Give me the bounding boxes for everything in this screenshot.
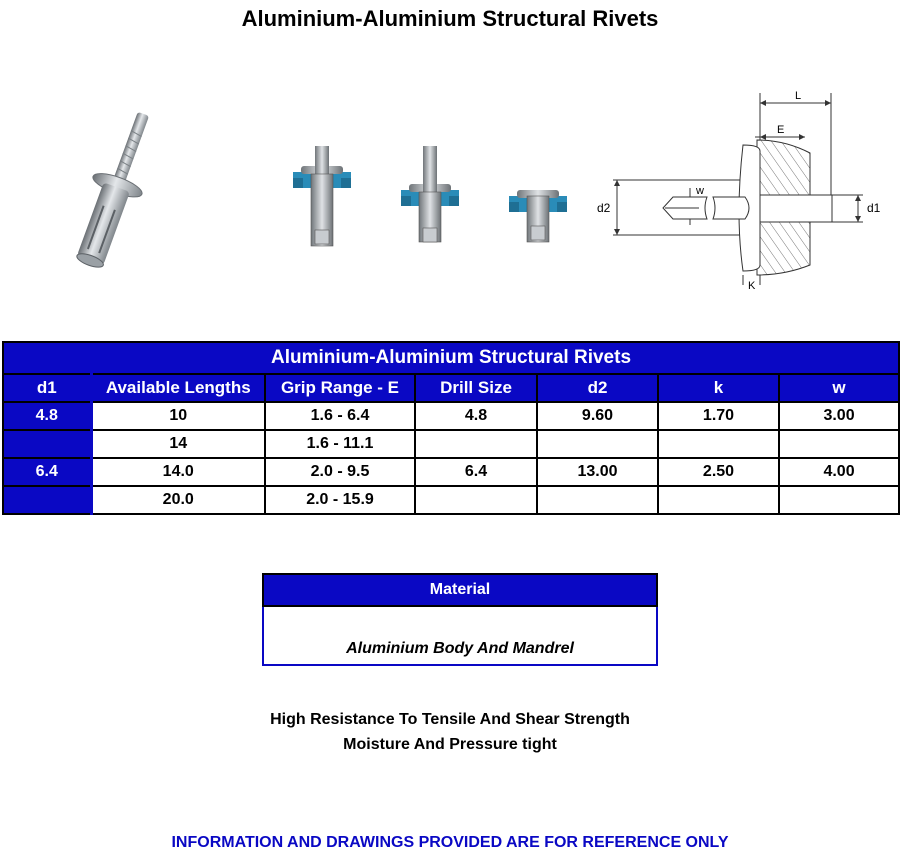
table-cell: 14.0 bbox=[91, 458, 265, 486]
disclaimer: INFORMATION AND DRAWINGS PROVIDED ARE FOR REFERENCE ONLY bbox=[171, 834, 729, 851]
installation-stages-illustration bbox=[285, 140, 575, 250]
table-cell bbox=[415, 430, 537, 458]
features bbox=[0, 707, 900, 757]
page-title: Aluminium-Aluminium Structural Rivets bbox=[241, 6, 659, 31]
material-value: Aluminium Body And Mandrel bbox=[263, 606, 657, 665]
table-cell: 4.00 bbox=[779, 458, 899, 486]
dim-label-K: K bbox=[748, 280, 756, 290]
table-cell: 2.0 - 15.9 bbox=[265, 486, 415, 514]
table-cell: 14 bbox=[91, 430, 265, 458]
table-cell bbox=[779, 486, 899, 514]
rivet-photo bbox=[60, 105, 170, 280]
dim-label-d1: d1 bbox=[867, 201, 881, 215]
col-header: d2 bbox=[537, 374, 658, 402]
table-cell: 3.00 bbox=[779, 402, 899, 430]
dimension-drawing bbox=[595, 85, 895, 290]
dim-label-E: E bbox=[777, 124, 785, 136]
feature-line: Moisture And Pressure tight bbox=[343, 736, 557, 753]
col-header: Grip Range - E bbox=[265, 374, 415, 402]
table-row bbox=[3, 458, 899, 486]
table-cell bbox=[415, 486, 537, 514]
table-cell: 6.4 bbox=[3, 458, 91, 486]
table-cell bbox=[658, 430, 779, 458]
dim-label-w: w bbox=[696, 185, 704, 197]
spec-table bbox=[2, 341, 900, 515]
table-cell bbox=[658, 486, 779, 514]
dim-label-d2: d2 bbox=[597, 201, 611, 215]
col-header: k bbox=[658, 374, 779, 402]
table-cell bbox=[779, 430, 899, 458]
table-cell: 4.8 bbox=[3, 402, 91, 430]
col-header: d1 bbox=[3, 374, 91, 402]
spec-table-caption: Aluminium-Aluminium Structural Rivets bbox=[3, 342, 899, 374]
table-cell: 1.70 bbox=[658, 402, 779, 430]
feature-line: High Resistance To Tensile And Shear Strength bbox=[270, 711, 630, 728]
col-header: Available Lengths bbox=[91, 374, 265, 402]
col-header: Drill Size bbox=[415, 374, 537, 402]
table-cell: 2.50 bbox=[658, 458, 779, 486]
table-cell bbox=[537, 486, 658, 514]
table-cell: 9.60 bbox=[537, 402, 658, 430]
table-row bbox=[3, 486, 899, 514]
spec-table-header-row bbox=[3, 374, 899, 402]
table-cell: 6.4 bbox=[415, 458, 537, 486]
material-header: Material bbox=[263, 574, 657, 606]
table-cell: 10 bbox=[91, 402, 265, 430]
material-table bbox=[262, 573, 658, 666]
dim-label-L: L bbox=[795, 90, 802, 102]
table-row bbox=[3, 430, 899, 458]
table-cell: 1.6 - 11.1 bbox=[265, 430, 415, 458]
table-cell: 13.00 bbox=[537, 458, 658, 486]
table-cell: 4.8 bbox=[415, 402, 537, 430]
table-cell: 20.0 bbox=[91, 486, 265, 514]
table-cell: 1.6 - 6.4 bbox=[265, 402, 415, 430]
table-cell bbox=[537, 430, 658, 458]
table-cell: 2.0 - 9.5 bbox=[265, 458, 415, 486]
table-row bbox=[3, 402, 899, 430]
table-cell bbox=[3, 486, 91, 514]
table-cell bbox=[3, 430, 91, 458]
col-header: w bbox=[779, 374, 899, 402]
